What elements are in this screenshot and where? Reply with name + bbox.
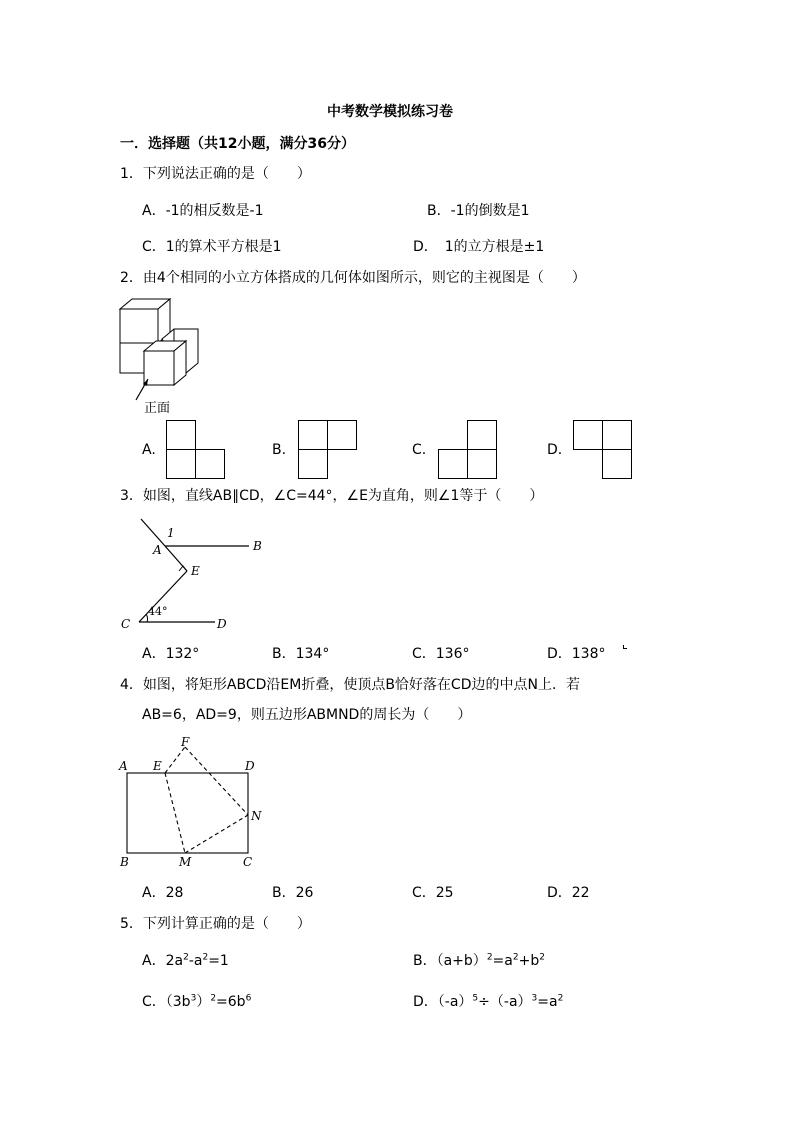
q3-label-b: B <box>253 539 262 553</box>
q4-label-e: E <box>153 759 162 773</box>
q1-stem: 1．下列说法正确的是（ ） <box>120 166 311 182</box>
q2-option-d-label: D. <box>547 442 563 458</box>
q2-option-a-label: A. <box>142 442 156 458</box>
q2-option-c-figure <box>438 420 500 480</box>
q3-label-c: C <box>121 617 131 631</box>
q4-stem-line1: 4．如图，将矩形ABCD沿EM折叠，使顶点B恰好落在CD边的中点N上．若 <box>120 677 580 693</box>
q3-option-d: D．138° <box>547 646 606 662</box>
q1-option-c: C．1的算术平方根是1 <box>142 239 282 255</box>
q2-option-a-figure <box>166 420 228 480</box>
q3-label-e: E <box>191 564 200 578</box>
q4-option-c: C．25 <box>412 885 454 901</box>
q3-option-a: A．132° <box>142 646 200 662</box>
q2-option-d-figure <box>573 420 635 480</box>
q4-label-f: F <box>181 735 190 749</box>
q4-label-m: M <box>179 855 192 869</box>
q2-option-b-label: B. <box>272 442 287 458</box>
q5-option-c: C．$(3b^3)^2=6b^6$ <box>142 993 252 1010</box>
q4-option-a: A．28 <box>142 885 184 901</box>
q2-front-label: 正面 <box>144 401 171 416</box>
section-heading: 一．选择题（共12小题，满分36分） <box>120 136 355 152</box>
q5-option-d: D．$(-a)^5\div(-a)^3=a^2$ <box>413 993 564 1010</box>
q3-option-b: B．134° <box>272 646 330 662</box>
q3-figure <box>115 515 275 635</box>
q4-figure <box>115 735 275 870</box>
q2-option-c-label: C. <box>412 442 427 458</box>
q4-stem-line2: AB=6，AD=9，则五边形ABMND的周长为（ ） <box>142 707 472 723</box>
q4-option-d: D．22 <box>547 885 590 901</box>
q3-label-1: 1 <box>167 526 175 540</box>
q1-option-a: A．-1的相反数是-1 <box>142 203 264 219</box>
q3-angle-label: 44° <box>148 605 168 618</box>
q3-label-d: D <box>217 617 227 631</box>
q1-option-b: B．-1的倒数是1 <box>427 203 530 219</box>
q3-label-a: A <box>153 543 162 557</box>
q5-stem: 5．下列计算正确的是（ ） <box>120 916 311 932</box>
q4-option-b: B．26 <box>272 885 314 901</box>
q5-option-b: B．$(a+b)^2=a^2+b^2$ <box>413 952 545 969</box>
q4-label-a: A <box>119 759 128 773</box>
q4-label-c: C <box>243 855 253 869</box>
q2-stem: 2．由4个相同的小立方体搭成的几何体如图所示，则它的主视图是（ ） <box>120 270 586 286</box>
q4-label-b: B <box>120 855 129 869</box>
q3-option-c: C．136° <box>412 646 470 662</box>
q3-stem: 3．如图，直线AB∥CD，∠C=44°，∠E为直角，则∠1等于（ ） <box>120 488 544 504</box>
q2-option-b-figure <box>298 420 360 480</box>
q1-option-d: D． 1的立方根是±1 <box>413 239 545 255</box>
q5-option-a: A．$2a^2-a^2=1$ <box>142 952 229 969</box>
page-title: 中考数学模拟练习卷 <box>327 104 453 120</box>
q4-label-n: N <box>251 809 262 823</box>
q4-label-d: D <box>245 759 255 773</box>
paragraph-mark <box>623 645 627 649</box>
